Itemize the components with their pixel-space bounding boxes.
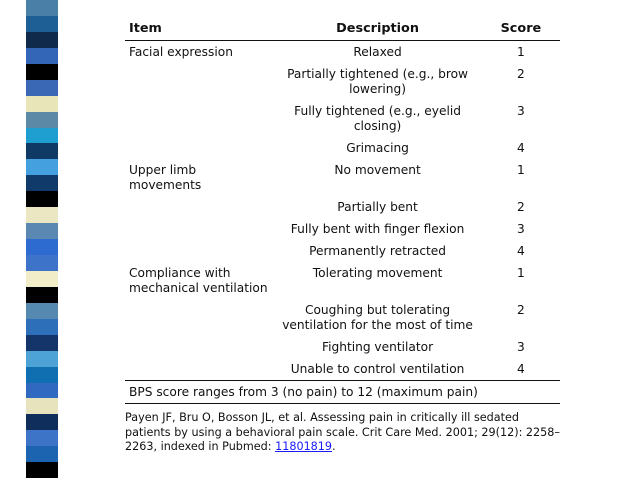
- description-cell: Coughing but tolerating ventilation for the most of time: [282, 303, 473, 332]
- table-row: [125, 63, 560, 100]
- item-cell: [125, 336, 273, 358]
- table-row: [125, 41, 560, 64]
- item-cell: Upper limb movements: [129, 163, 202, 192]
- stripe-segment: [26, 351, 58, 367]
- stripe-segment: [26, 398, 58, 414]
- stripe-segment: [26, 175, 58, 191]
- citation: [125, 411, 561, 455]
- score-range-note: BPS score ranges from 3 (no pain) to 12 (maximum pain): [125, 381, 560, 404]
- score-range-row: [125, 381, 560, 404]
- description-cell: Relaxed: [353, 45, 402, 59]
- slide-content: [125, 18, 561, 455]
- item-cell: [125, 100, 273, 137]
- stripe-segment: [26, 16, 58, 32]
- item-cell: [125, 63, 273, 100]
- stripe-segment: [26, 303, 58, 319]
- stripe-segment: [26, 446, 58, 462]
- item-cell: Compliance with mechanical ventilation: [129, 266, 268, 295]
- description-cell: Fully bent with finger flexion: [290, 222, 465, 236]
- stripe-segment: [26, 335, 58, 351]
- citation-suffix: .: [332, 440, 336, 453]
- description-cell: No movement: [334, 163, 421, 177]
- description-cell: Fully tightened (e.g., eyelid closing): [294, 104, 461, 133]
- stripe-segment: [26, 319, 58, 335]
- description-cell: Permanently retracted: [309, 244, 447, 258]
- stripe-segment: [26, 64, 58, 80]
- table-header-row: [125, 18, 560, 41]
- item-cell: [125, 218, 273, 240]
- stripe-segment: [26, 159, 58, 175]
- stripe-segment: [26, 430, 58, 446]
- header-score: Score: [482, 18, 560, 41]
- description-cell: Grimacing: [346, 141, 409, 155]
- table-row: [125, 196, 560, 218]
- table-row: [125, 262, 560, 299]
- table-row: [125, 159, 560, 196]
- stripe-segment: [26, 367, 58, 383]
- citation-text: Payen JF, Bru O, Bosson JL, et al. Assessing pain in critically ill sedated patients by using a behavioral pain scale. Crit Care Med. 2001; 29(12): 2258–2263, indexed in Pubmed:: [125, 411, 560, 453]
- stripe-segment: [26, 255, 58, 271]
- item-cell: [125, 196, 273, 218]
- description-cell: Partially tightened (e.g., brow lowering): [287, 67, 469, 96]
- stripe-segment: [26, 223, 58, 239]
- score-cell: 2: [517, 200, 525, 214]
- table-row: [125, 240, 560, 262]
- stripe-segment: [26, 207, 58, 223]
- stripe-segment: [26, 96, 58, 112]
- stripe-segment: [26, 414, 58, 430]
- item-cell: [125, 240, 273, 262]
- score-cell: 3: [517, 340, 525, 354]
- stripe-segment: [26, 112, 58, 128]
- stripe-segment: [26, 32, 58, 48]
- score-cell: 4: [517, 244, 525, 258]
- description-cell: Fighting ventilator: [321, 340, 434, 354]
- stripe-segment: [26, 271, 58, 287]
- score-cell: 1: [517, 163, 525, 177]
- table-row: [125, 218, 560, 240]
- score-cell: 2: [517, 303, 525, 317]
- stripe-segment: [26, 48, 58, 64]
- stripe-segment: [26, 80, 58, 96]
- score-cell: 2: [517, 67, 525, 81]
- header-item: Item: [125, 18, 273, 41]
- item-cell: [125, 358, 273, 381]
- stripe-segment: [26, 143, 58, 159]
- table-row: [125, 336, 560, 358]
- stripe-segment: [26, 191, 58, 207]
- score-cell: 4: [517, 362, 525, 376]
- table-row: [125, 100, 560, 137]
- item-cell: [125, 137, 273, 159]
- decorative-stripe-bar: [26, 0, 58, 478]
- description-cell: Partially bent: [337, 200, 418, 214]
- description-cell: Tolerating movement: [312, 266, 443, 280]
- item-cell: [125, 299, 273, 336]
- table-row: [125, 137, 560, 159]
- header-description: Description: [273, 18, 481, 41]
- table-row: [125, 299, 560, 336]
- stripe-segment: [26, 0, 58, 16]
- description-cell: Unable to control ventilation: [290, 362, 465, 376]
- stripe-segment: [26, 462, 58, 478]
- stripe-segment: [26, 287, 58, 303]
- table-row: [125, 358, 560, 381]
- score-cell: 3: [517, 104, 525, 118]
- stripe-segment: [26, 239, 58, 255]
- behavioral-pain-scale-table: [125, 18, 560, 404]
- item-cell: Facial expression: [129, 45, 233, 59]
- score-cell: 1: [517, 45, 525, 59]
- score-cell: 3: [517, 222, 525, 236]
- score-cell: 1: [517, 266, 525, 280]
- score-cell: 4: [517, 141, 525, 155]
- stripe-segment: [26, 128, 58, 144]
- pubmed-link[interactable]: 11801819: [275, 440, 333, 453]
- stripe-segment: [26, 383, 58, 399]
